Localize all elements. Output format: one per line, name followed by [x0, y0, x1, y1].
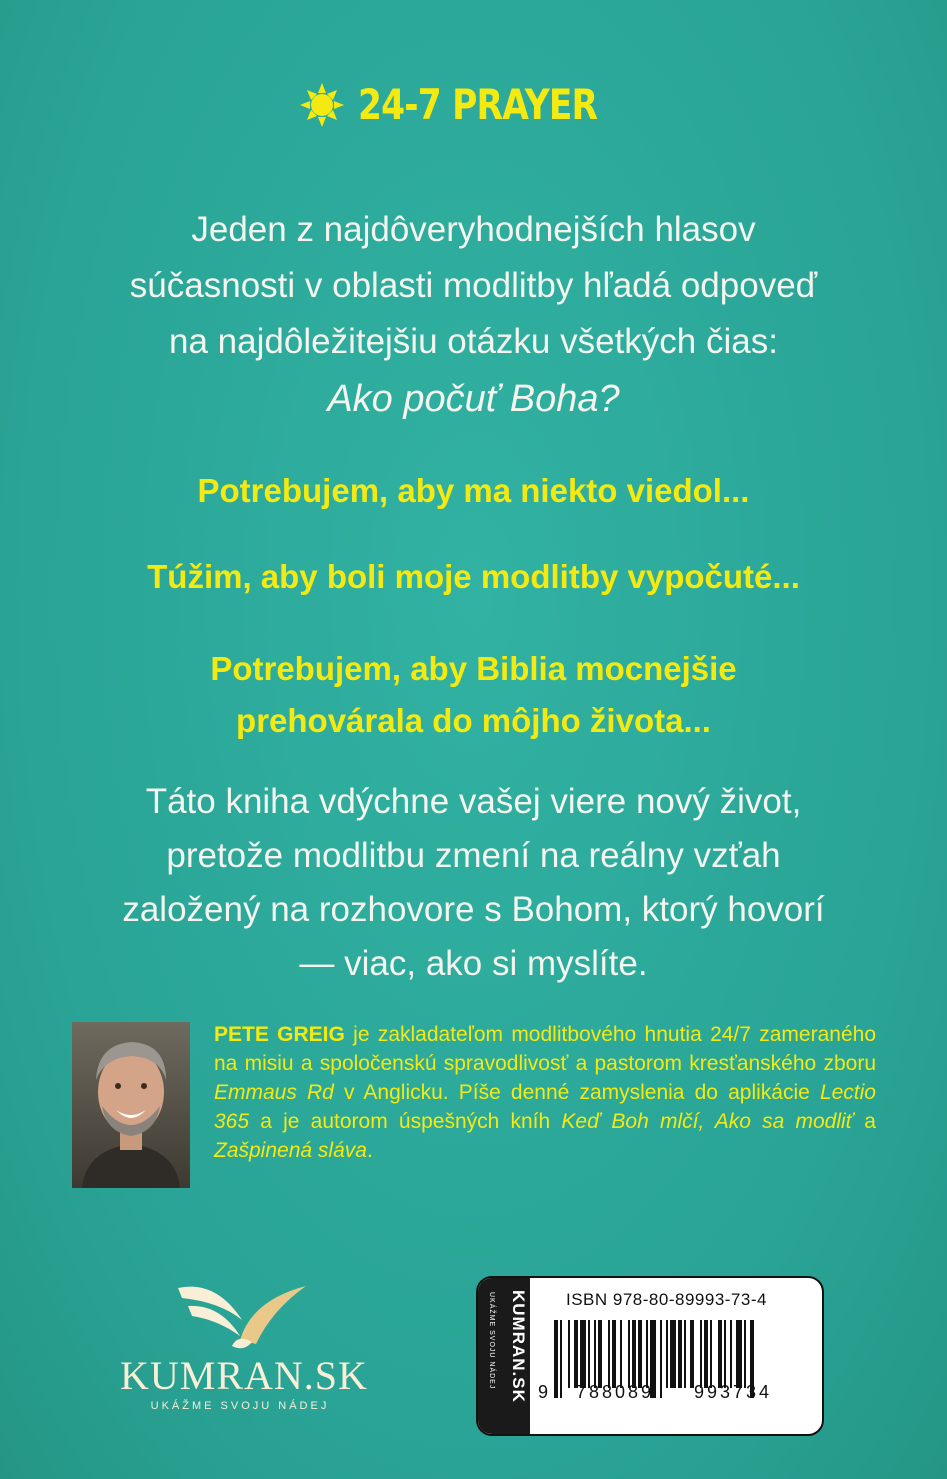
book-titles: Keď Boh mlčí, Ako sa modliť [561, 1110, 854, 1133]
barcode-bar [554, 1320, 558, 1398]
key-question: Ako počuť Boha? [327, 378, 620, 420]
barcode-bar [594, 1320, 596, 1388]
barcode-bar [730, 1320, 732, 1388]
barcode-bar [632, 1320, 636, 1388]
book-title: Zašpinená sláva [214, 1139, 367, 1162]
barcode-brand-tagline: UKÁŽME SVOJU NÁDEJ [488, 1292, 495, 1390]
barcode-digit-first: 9 [538, 1382, 549, 1402]
intro-paragraph [0, 202, 947, 370]
intro-line: súčasnosti v oblasti modlitby hľadá odpoveď [129, 266, 818, 305]
barcode-bar [718, 1320, 722, 1388]
description-line: Táto kniha vdýchne vašej viere nový život, [145, 782, 802, 821]
church-name: Emmaus Rd [214, 1081, 334, 1104]
barcode-bar [700, 1320, 702, 1388]
barcode-bar [744, 1320, 746, 1388]
barcode-bar [588, 1320, 590, 1388]
quote-3-line: Potrebujem, aby Biblia mocnejšie [210, 650, 737, 687]
quote-1: Potrebujem, aby ma niekto viedol... [197, 472, 750, 509]
barcode-bar [628, 1320, 630, 1388]
bio-text: a [853, 1110, 876, 1133]
barcode-bar [560, 1320, 562, 1398]
isbn-text: ISBN 978-80-89993-73-4 [566, 1290, 767, 1309]
barcode-brand-strip [478, 1278, 530, 1434]
barcode-bar [638, 1320, 642, 1388]
barcode-bar [690, 1320, 694, 1388]
barcode-brand-name: KUMRAN.SK [509, 1290, 528, 1403]
barcode-bar [660, 1320, 662, 1398]
publisher-logo [120, 1280, 368, 1430]
bio-text: je zakladateľom modlitbového hnutia 24/7 zameraného na misiu a spoločenskú spravodlivosť a pastorom kresťanského zboru [214, 1023, 876, 1075]
author-bio [214, 1020, 876, 1165]
sun-icon [298, 81, 346, 129]
barcode-bar [736, 1320, 742, 1388]
author-name: PETE GREIG [214, 1023, 345, 1046]
barcode-bar [598, 1320, 602, 1388]
bio-text: a je autorom úspešných kníh [249, 1110, 562, 1133]
barcode-bar [670, 1320, 676, 1388]
barcode-bar [608, 1320, 610, 1388]
bio-text: . [366, 1139, 373, 1162]
barcode-bar [678, 1320, 682, 1388]
description-paragraph [0, 775, 947, 991]
bio-text: v Anglicku. Píše denné zamyslenia do aplikácie [333, 1081, 820, 1104]
barcode-bar [724, 1320, 726, 1388]
description-line: pretože modlitbu zmení na reálny vzťah [166, 836, 781, 875]
quote-3-line: prehovárala do môjho života... [236, 702, 711, 739]
publisher-tagline: UKÁŽME SVOJU NÁDEJ [150, 1400, 330, 1412]
barcode-bar [646, 1320, 648, 1388]
quote-3 [0, 643, 947, 747]
barcode-bar [704, 1320, 708, 1388]
app-name: Lectio 365 [214, 1081, 876, 1133]
brand-logo [0, 80, 947, 129]
quote-2: Túžim, aby boli moje modlitby vypočuté... [147, 558, 800, 595]
barcode-bar [568, 1320, 570, 1388]
intro-line: na najdôležitejšiu otázku všetkých čias: [169, 322, 778, 361]
barcode-bar [612, 1320, 616, 1388]
barcode-bar [684, 1320, 686, 1388]
barcode-digits-right: 993734 [694, 1382, 773, 1402]
description-line: založený na rozhovore s Bohom, ktorý hovorí [122, 890, 825, 929]
barcode-bar [574, 1320, 578, 1388]
publisher-name: KUMRAN.SK [120, 1353, 368, 1398]
brand-name: 24-7 PRAYER [357, 80, 597, 129]
description-line: — viac, ako si myslíte. [299, 944, 648, 983]
intro-line: Jeden z najdôveryhodnejších hlasov [191, 210, 756, 249]
barcode-bar [580, 1320, 586, 1388]
author-photo [72, 1022, 190, 1188]
barcode-bar [620, 1320, 622, 1388]
barcode-label [476, 1276, 824, 1436]
barcode-digits-left: 788089 [576, 1382, 655, 1402]
bird-icon [120, 1280, 360, 1360]
barcode-bar [710, 1320, 712, 1388]
barcode-bar [666, 1320, 668, 1388]
